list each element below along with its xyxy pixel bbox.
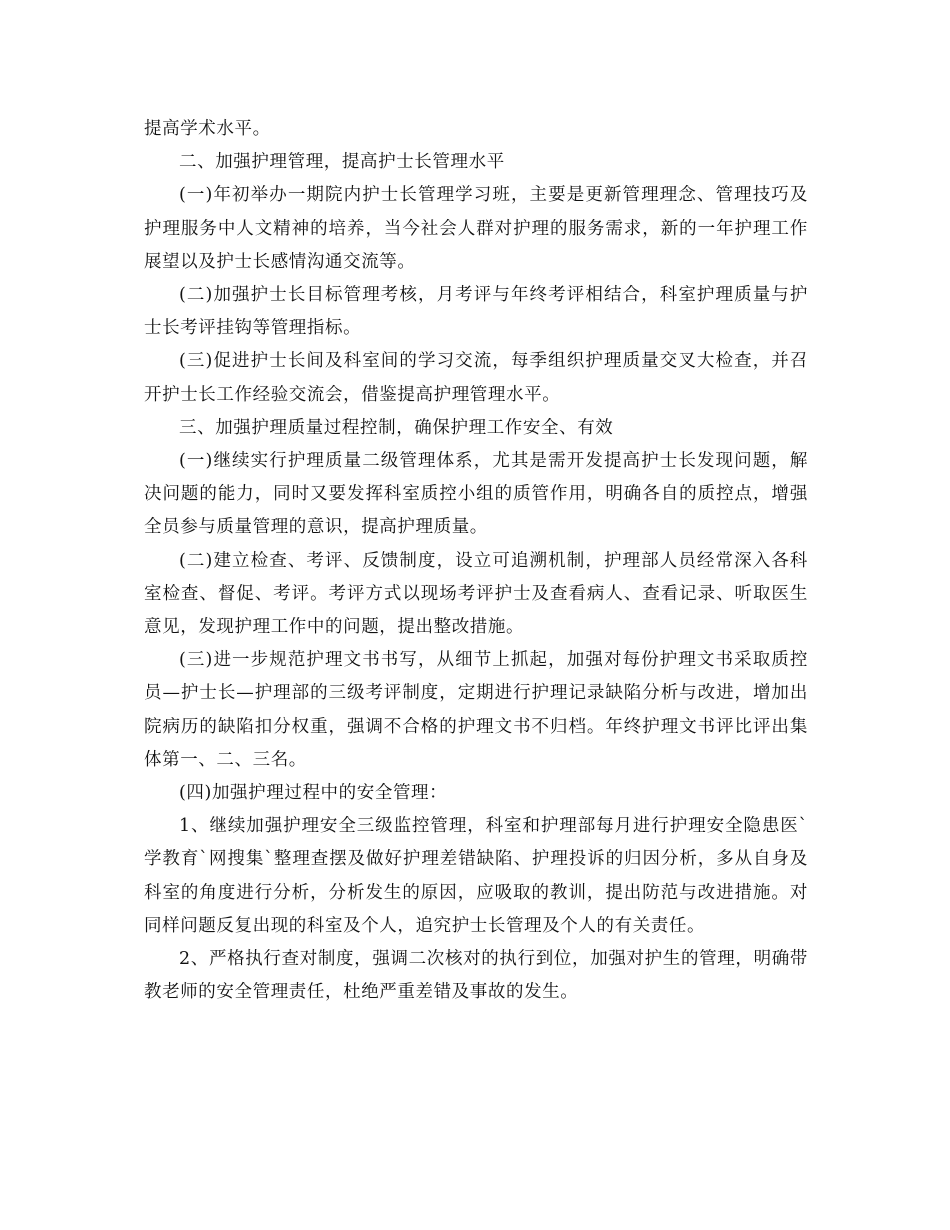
paragraph-3-4-item-2: 2、严格执行查对制度，强调二次核对的执行到位，加强对护生的管理，明确带教老师的安全管理责任，杜绝严重差错及事故的发生。	[144, 949, 808, 1003]
paragraph-2-1: (一)年初举办一期院内护士长管理学习班，主要是更新管理理念、管理技巧及护理服务中人文精神的培养，当今社会人群对护理的服务需求，新的一年护理工作展望以及护士长感情沟通交流等。	[144, 185, 808, 272]
section-heading-3: 三、加强护理质量过程控制，确保护理工作安全、有效	[179, 417, 614, 438]
document-body	[144, 113, 808, 1009]
paragraph-3-2: (二)建立检查、考评、反馈制度，设立可追溯机制，护理部人员经常深入各科室检查、督促、考评。考评方式以现场考评护士及查看病人、查看记录、听取医生意见，发现护理工作中的问题，提出整改措施。	[144, 550, 808, 638]
paragraph-3-4-item-1: 1、继续加强护理安全三级监控管理，科室和护理部每月进行护理安全隐患医`学教育`网搜集`整理查摆及做好护理差错缺陷、护理投诉的归因分析，多从自身及科室的角度进行分析，分析发生的原因，应吸取的教训，提出防范与改进措施。对同样问题反复出现的科室及个人，追究护士长管理及个人的有关责任。	[144, 816, 808, 936]
paragraph-2-2: (二)加强护士长目标管理考核，月考评与年终考评相结合，科室护理质量与护士长考评挂钩等管理指标。	[144, 285, 808, 339]
paragraph-3-1: (一)继续实行护理质量二级管理体系，尤其是需开发提高护士长发现问题，解决问题的能力，同时又要发挥科室质控小组的质管作用，明确各自的质控点，增强全员参与质量管理的意识，提高护理质量。	[144, 451, 808, 538]
paragraph-2-3: (三)促进护士长间及科室间的学习交流，每季组织护理质量交叉大检查，并召开护士长工作经验交流会，借鉴提高护理管理水平。	[144, 351, 808, 405]
paragraph-1: 提高学术水平。	[144, 119, 271, 139]
paragraph-3-3: (三)进一步规范护理文书书写，从细节上抓起，加强对每份护理文书采取质控员—护士长—护理部的三级考评制度，定期进行护理记录缺陷分析与改进，增加出院病历的缺陷扣分权重，强调不合格的护理文书不归档。年终护理文书评比评出集体第一、二、三名。	[144, 650, 808, 770]
section-heading-2: 二、加强护理管理，提高护士长管理水平	[179, 152, 505, 173]
paragraph-3-4-heading: (四)加强护理过程中的安全管理：	[179, 783, 448, 804]
